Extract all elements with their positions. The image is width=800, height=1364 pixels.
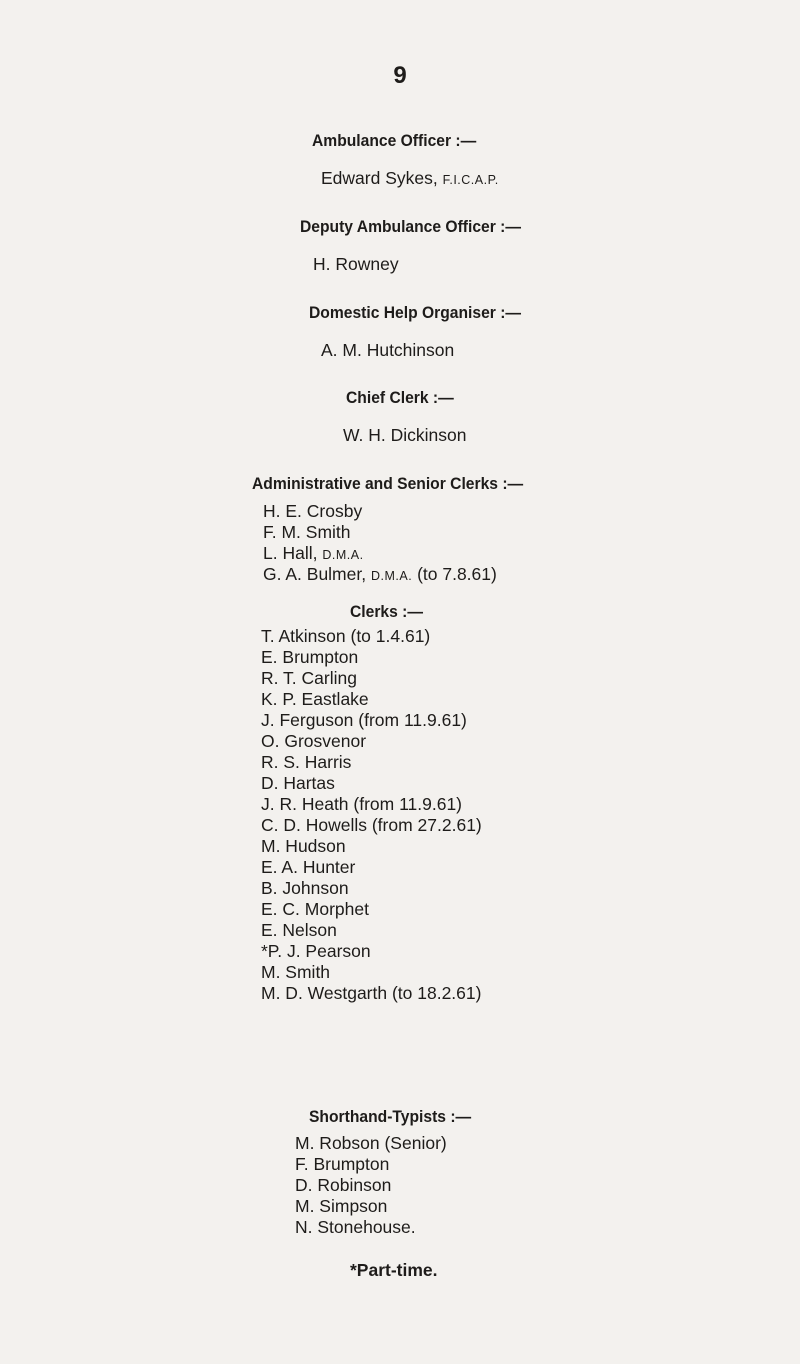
footnote-part-time: *Part-time.	[350, 1260, 438, 1280]
administrative-senior-clerks-heading: Administrative and Senior Clerks :—	[252, 474, 524, 493]
list-item: C. D. Howells (from 27.2.61)	[261, 815, 482, 835]
list-item: D. Hartas	[261, 773, 335, 793]
list-item: E. A. Hunter	[261, 857, 356, 877]
page-number: 9	[393, 62, 407, 89]
list-item: M. Smith	[261, 962, 331, 982]
list-item: R. S. Harris	[261, 752, 352, 772]
list-item: B. Johnson	[261, 878, 349, 898]
chief-clerk-heading: Chief Clerk :—	[346, 388, 454, 407]
list-item: M. D. Westgarth (to 18.2.61)	[261, 983, 482, 1003]
shorthand-typists-heading: Shorthand-Typists :—	[309, 1107, 472, 1126]
list-item: R. T. Carling	[261, 668, 357, 688]
list-item: E. C. Morphet	[261, 899, 369, 919]
list-item: J. Ferguson (from 11.9.61)	[261, 710, 467, 730]
list-item: E. Brumpton	[261, 647, 359, 667]
list-item	[263, 564, 497, 585]
list-item: K. P. Eastlake	[261, 689, 369, 709]
clerk-qualification: D.M.A.	[322, 548, 364, 562]
ambulance-officer-name-text: Edward Sykes,	[321, 168, 438, 188]
list-item: N. Stonehouse.	[295, 1217, 416, 1237]
clerk-note: (to 7.8.61)	[417, 564, 497, 584]
list-item: M. Robson (Senior)	[295, 1133, 447, 1153]
chief-clerk-name: W. H. Dickinson	[343, 425, 467, 445]
list-item: M. Simpson	[295, 1196, 388, 1216]
clerks-heading: Clerks :—	[350, 602, 424, 621]
list-item: J. R. Heath (from 11.9.61)	[261, 794, 463, 814]
domestic-help-organiser-name: A. M. Hutchinson	[321, 340, 455, 360]
list-item: F. Brumpton	[295, 1154, 390, 1174]
list-item: H. E. Crosby	[263, 501, 363, 521]
domestic-help-organiser-heading: Domestic Help Organiser :—	[309, 303, 522, 322]
list-item: *P. J. Pearson	[261, 941, 371, 961]
ambulance-officer-name	[321, 168, 499, 189]
deputy-ambulance-officer-heading: Deputy Ambulance Officer :—	[300, 217, 522, 236]
clerk-qualification: D.M.A.	[370, 569, 413, 583]
list-item	[263, 543, 497, 564]
clerk-name: G. A. Bulmer,	[263, 564, 367, 584]
clerk-name: L. Hall,	[263, 543, 318, 563]
list-item: F. M. Smith	[263, 522, 351, 542]
list-item: O. Grosvenor	[261, 731, 367, 751]
list-item: M. Hudson	[261, 836, 346, 856]
ambulance-officer-heading: Ambulance Officer :—	[312, 131, 477, 150]
ambulance-officer-qualification: F.I.C.A.P.	[442, 173, 499, 187]
shorthand-typists-list	[295, 1133, 447, 1238]
list-item: E. Nelson	[261, 920, 337, 940]
deputy-ambulance-officer-name: H. Rowney	[313, 254, 399, 274]
list-item: D. Robinson	[295, 1175, 392, 1195]
list-item: T. Atkinson (to 1.4.61)	[261, 626, 431, 646]
administrative-senior-clerks-list	[263, 501, 497, 585]
clerks-list	[261, 626, 482, 1004]
